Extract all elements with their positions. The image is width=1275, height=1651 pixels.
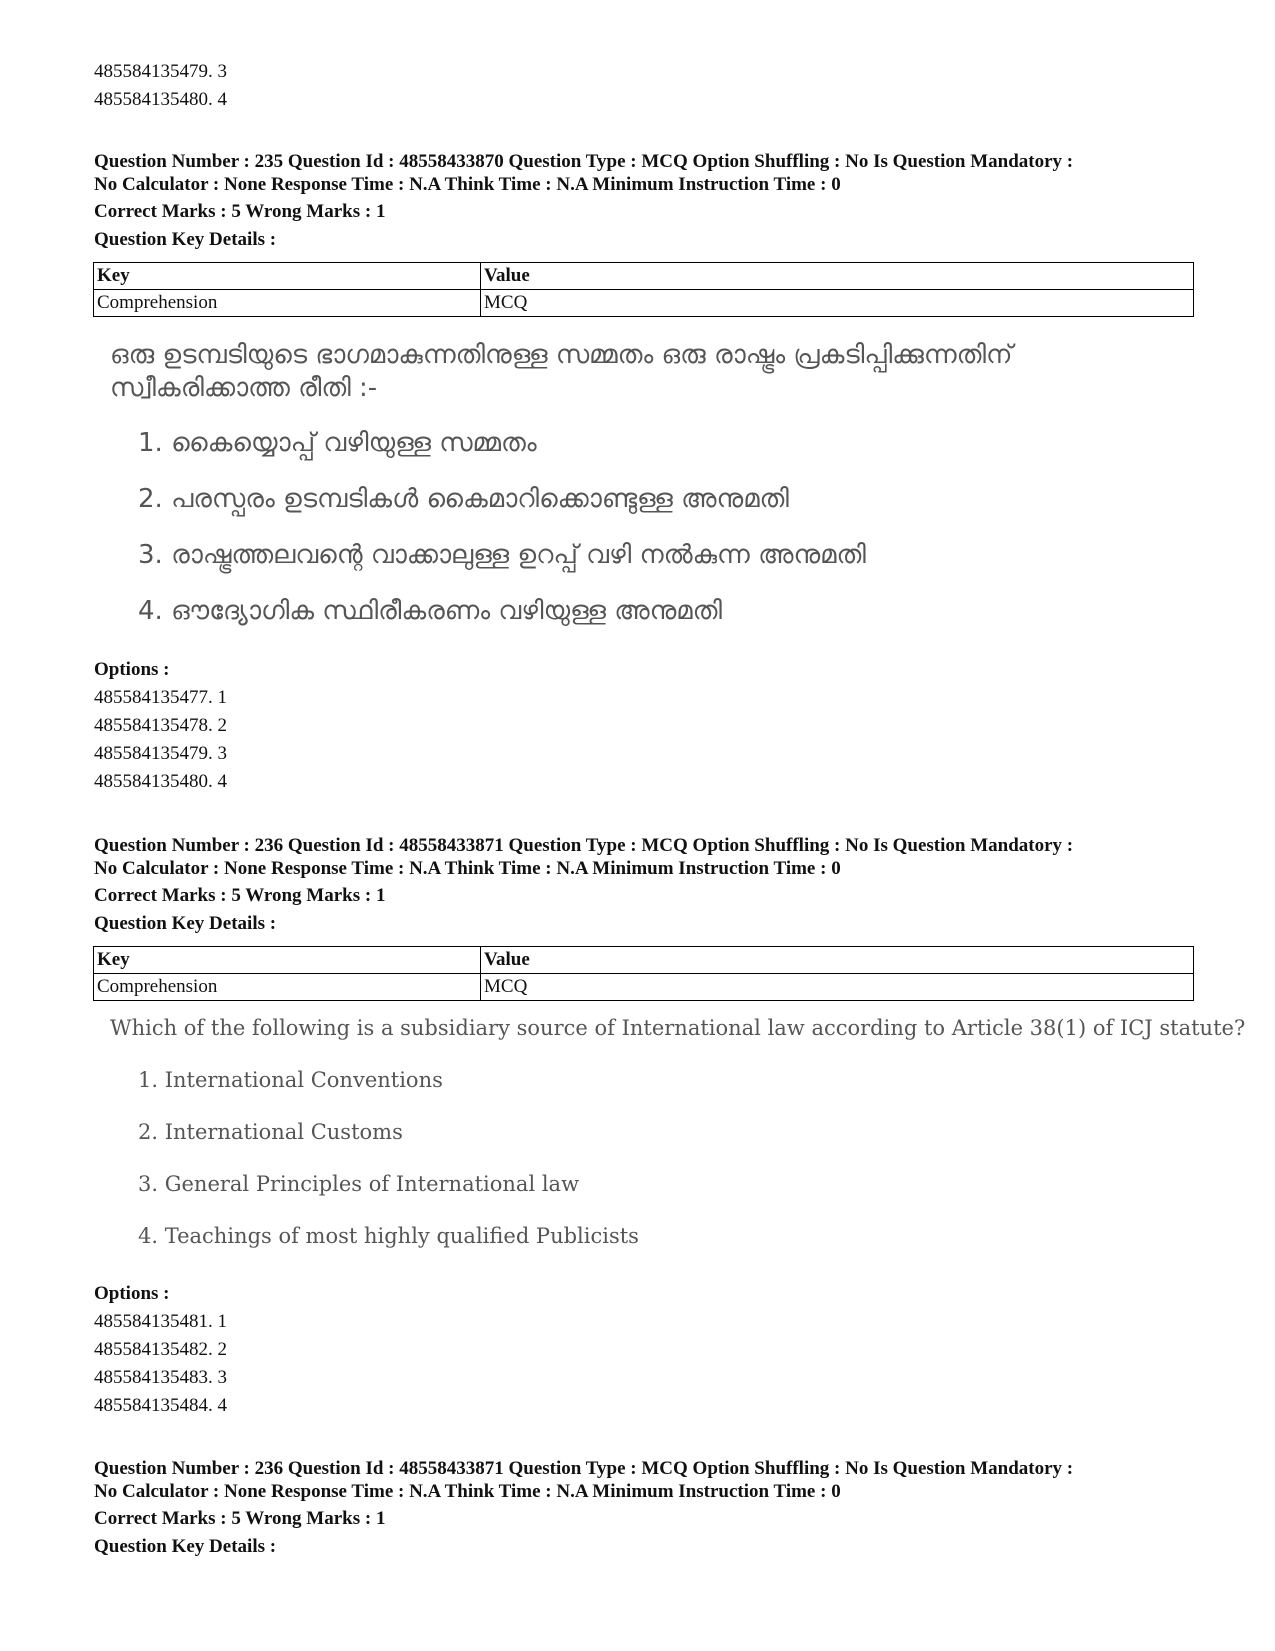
key-header: Key (94, 263, 481, 290)
q236-key-details-label: Question Key Details : (94, 913, 277, 934)
q235-question-line1: ഒരു ഉടമ്പടിയുടെ ഭാഗമാകുന്നതിനുള്ള സമ്മതം ഒരു രാഷ്ട്രം പ്രകടിപ്പിക്കുന്നതിന് (110, 340, 1013, 370)
q236-choice-4: 4. Teachings of most highly qualified Publicists (138, 1224, 639, 1248)
key-cell: Comprehension (94, 290, 481, 317)
q235-header-line1: Question Number : 235 Question Id : 48558433870 Question Type : MCQ Option Shuffling : No Is Question Mandatory : (94, 151, 1074, 172)
q235-choice-4: 4. ഔദ്യോഗിക സ്ഥിരീകരണം വഴിയുള്ള അനുമതി (138, 596, 723, 626)
key-cell: Comprehension (94, 974, 481, 1001)
q235-choice-1: 1. കൈയ്യൊപ്പ് വഴിയുള്ള സമ്മതം (138, 428, 537, 458)
q236-header-line2: No Calculator : None Response Time : N.A Think Time : N.A Minimum Instruction Time : 0 (94, 858, 841, 879)
q236-choice-3: 3. General Principles of International law (138, 1172, 580, 1196)
q235-question-line2: സ്വീകരിക്കാത്ത രീതി :- (110, 373, 378, 403)
q236-option-1: 485584135481. 1 (94, 1311, 227, 1332)
q236-option-3: 485584135483. 3 (94, 1367, 227, 1388)
value-header: Value (481, 947, 1194, 974)
q235-options-label: Options : (94, 659, 170, 680)
q236b-marks: Correct Marks : 5 Wrong Marks : 1 (94, 1508, 386, 1529)
q236-option-2: 485584135482. 2 (94, 1339, 227, 1360)
q235-option-1: 485584135477. 1 (94, 687, 227, 708)
q236b-header-line1: Question Number : 236 Question Id : 48558433871 Question Type : MCQ Option Shuffling : No Is Question Mandatory : (94, 1458, 1074, 1479)
q235-key-details-label: Question Key Details : (94, 229, 277, 250)
q235-option-2: 485584135478. 2 (94, 715, 227, 736)
q235-choice-3: 3. രാഷ്ട്രത്തലവന്റെ വാക്കാലുള്ള ഉറപ്പ് വഴി നൽകുന്ന അനുമതി (138, 540, 866, 570)
q236-question-text: Which of the following is a subsidiary source of International law according to Article 38(1) of ICJ statute? (110, 1016, 1246, 1040)
value-cell: MCQ (481, 290, 1194, 317)
q236-header-line1: Question Number : 236 Question Id : 48558433871 Question Type : MCQ Option Shuffling : No Is Question Mandatory : (94, 835, 1074, 856)
q236-choice-2: 2. International Customs (138, 1120, 403, 1144)
q236-marks: Correct Marks : 5 Wrong Marks : 1 (94, 885, 386, 906)
key-header: Key (94, 947, 481, 974)
prev-option-4: 485584135480. 4 (94, 89, 227, 110)
q236-options-label: Options : (94, 1283, 170, 1304)
value-cell: MCQ (481, 974, 1194, 1001)
q236-option-4: 485584135484. 4 (94, 1395, 227, 1416)
q235-key-table (93, 262, 1194, 317)
q236-key-table (93, 946, 1194, 1001)
q236b-header-line2: No Calculator : None Response Time : N.A Think Time : N.A Minimum Instruction Time : 0 (94, 1481, 841, 1502)
q235-option-4: 485584135480. 4 (94, 771, 227, 792)
q236-choice-1: 1. International Conventions (138, 1068, 443, 1092)
q235-choice-2: 2. പരസ്പരം ഉടമ്പടികൾ കൈമാറിക്കൊണ്ടുള്ള അനുമതി (138, 484, 789, 514)
q235-header-line2: No Calculator : None Response Time : N.A Think Time : N.A Minimum Instruction Time : 0 (94, 174, 841, 195)
q236b-key-details-label: Question Key Details : (94, 1536, 277, 1557)
value-header: Value (481, 263, 1194, 290)
q235-marks: Correct Marks : 5 Wrong Marks : 1 (94, 201, 386, 222)
prev-option-3: 485584135479. 3 (94, 61, 227, 82)
q235-option-3: 485584135479. 3 (94, 743, 227, 764)
